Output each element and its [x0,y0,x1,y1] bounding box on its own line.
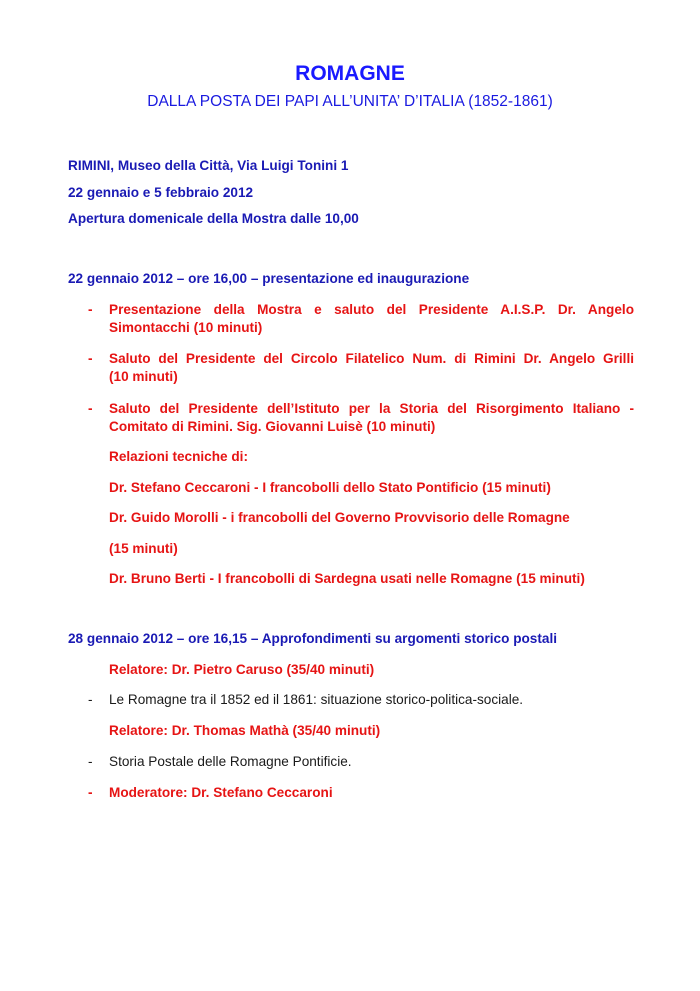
moderator: Moderatore: Dr. Stefano Ceccaroni [109,785,333,800]
session1-item-2-line1: Saluto del Presidente del Circolo Filatelico Num. di Rimini Dr. Angelo Grilli [109,351,634,366]
bullet-dash: - [88,351,93,366]
bullet-dash: - [88,692,93,707]
relazione-2-duration: (15 minuti) [109,541,178,556]
relazione-2: Dr. Guido Morolli - i francobolli del Governo Provvisorio delle Romagne [109,510,570,525]
relazione-1: Dr. Stefano Ceccaroni - I francobolli dello Stato Pontificio (15 minuti) [109,480,551,495]
session1-item-1-line2: Simontacchi (10 minuti) [109,320,263,335]
bullet-dash: - [88,401,93,416]
topic-2: Storia Postale delle Romagne Pontificie. [109,754,352,769]
relazione-3: Dr. Bruno Berti - I francobolli di Sardegna usati nelle Romagne (15 minuti) [109,571,585,586]
session1-item-2-line2: (10 minuti) [109,369,178,384]
document-title: ROMAGNE [295,62,405,85]
relatore-1: Relatore: Dr. Pietro Caruso (35/40 minuti) [109,662,375,677]
session2-heading: 28 gennaio 2012 – ore 16,15 – Approfondimenti su argomenti storico postali [68,631,557,646]
session1-item-1-line1: Presentazione della Mostra e saluto del Presidente A.I.S.P. Dr. Angelo [109,302,634,317]
topic-1: Le Romagne tra il 1852 ed il 1861: situazione storico-politica-sociale. [109,692,524,707]
relazioni-label: Relazioni tecniche di: [109,449,248,464]
venue-dates: 22 gennaio e 5 febbraio 2012 [68,185,254,200]
bullet-dash: - [88,785,93,800]
relatore-2: Relatore: Dr. Thomas Mathà (35/40 minuti) [109,723,381,738]
bullet-dash: - [88,754,93,769]
session1-item-3-line2: Comitato di Rimini. Sig. Giovanni Luisè (10 minuti) [109,419,436,434]
document-subtitle: DALLA POSTA DEI PAPI ALL’UNITA’ D’ITALIA (1852-1861) [147,93,553,110]
session1-heading: 22 gennaio 2012 – ore 16,00 – presentazione ed inaugurazione [68,271,470,286]
bullet-dash: - [88,302,93,317]
venue-location: RIMINI, Museo della Città, Via Luigi Tonini 1 [68,158,349,173]
venue-opening: Apertura domenicale della Mostra dalle 10,00 [68,211,359,226]
session1-item-3-line1: Saluto del Presidente dell’Istituto per la Storia del Risorgimento Italiano - [109,401,634,416]
